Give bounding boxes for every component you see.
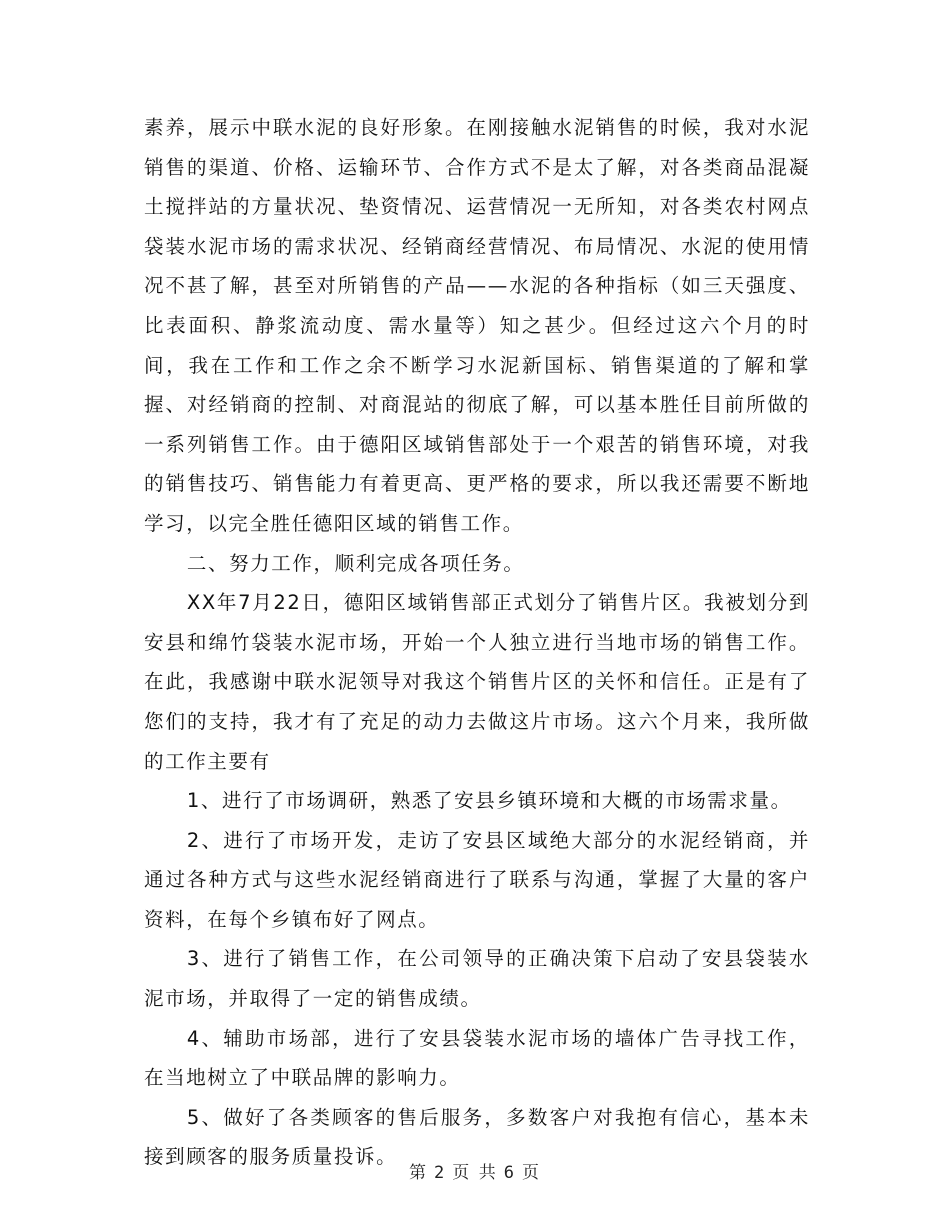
- footer-suffix: 页: [521, 1163, 541, 1183]
- footer-total-pages: 6: [503, 1163, 516, 1183]
- footer-middle: 页 共: [452, 1163, 498, 1183]
- paragraph-3: XX年7月22日，德阳区域销售部正式划分了销售片区。我被划分到安县和绵竹袋装水泥市场，开始一个人独立进行当地市场的销售工作。在此，我感谢中联水泥领导对我这个销售片区的关怀和信任。正是有了您们的支持，我才有了充足的动力去做这片市场。这六个月来，我所做的工作主要有: [144, 591, 810, 773]
- footer-page-number: 2: [434, 1163, 447, 1183]
- paragraph-1: 素养，展示中联水泥的良好形象。在刚接触水泥销售的时候，我对水泥销售的渠道、价格、运输环节、合作方式不是太了解，对各类商品混凝土搅拌站的方量状况、垫资情况、运营情况一无所知，对各类农村网点袋装水泥市场的需求状况、经销商经营情况、布局情况、水泥的使用情况不甚了解，甚至对所销售的产品——水泥的各种指标（如三天强度、比表面积、静浆流动度、需水量等）知之甚少。但经过这六个月的时间，我在工作和工作之余不断学习水泥新国标、销售渠道的了解和掌握、对经销商的控制、对商混站的彻底了解，可以基本胜任目前所做的一系列销售工作。由于德阳区域销售部处于一个艰苦的销售环境，对我的销售技巧、销售能力有着更高、更严格的要求，所以我还需要不断地学习，以完全胜任德阳区域的销售工作。: [144, 116, 810, 535]
- section-heading-2: 二、努力工作，顺利完成各项任务。: [186, 551, 525, 575]
- page-footer: [0, 1158, 950, 1183]
- document-body: [144, 108, 810, 1177]
- list-item-3: 3、进行了销售工作，在公司领导的正确决策下启动了安县袋装水泥市场，并取得了一定的销售成绩。: [144, 947, 810, 1011]
- list-item-4: 4、辅助市场部，进行了安县袋装水泥市场的墙体广告寻找工作，在当地树立了中联品牌的影响力。: [144, 1026, 810, 1090]
- list-item-5: 5、做好了各类顾客的售后服务，多数客户对我抱有信心，基本未接到顾客的服务质量投诉。: [144, 1105, 810, 1169]
- list-item-2: 2、进行了市场开发，走访了安县区域绝大部分的水泥经销商，并通过各种方式与这些水泥经销商进行了联系与沟通，掌握了大量的客户资料，在每个乡镇布好了网点。: [144, 828, 810, 931]
- list-item-1: 1、进行了市场调研，熟悉了安县乡镇环境和大概的市场需求量。: [186, 789, 792, 813]
- footer-prefix: 第: [409, 1163, 429, 1183]
